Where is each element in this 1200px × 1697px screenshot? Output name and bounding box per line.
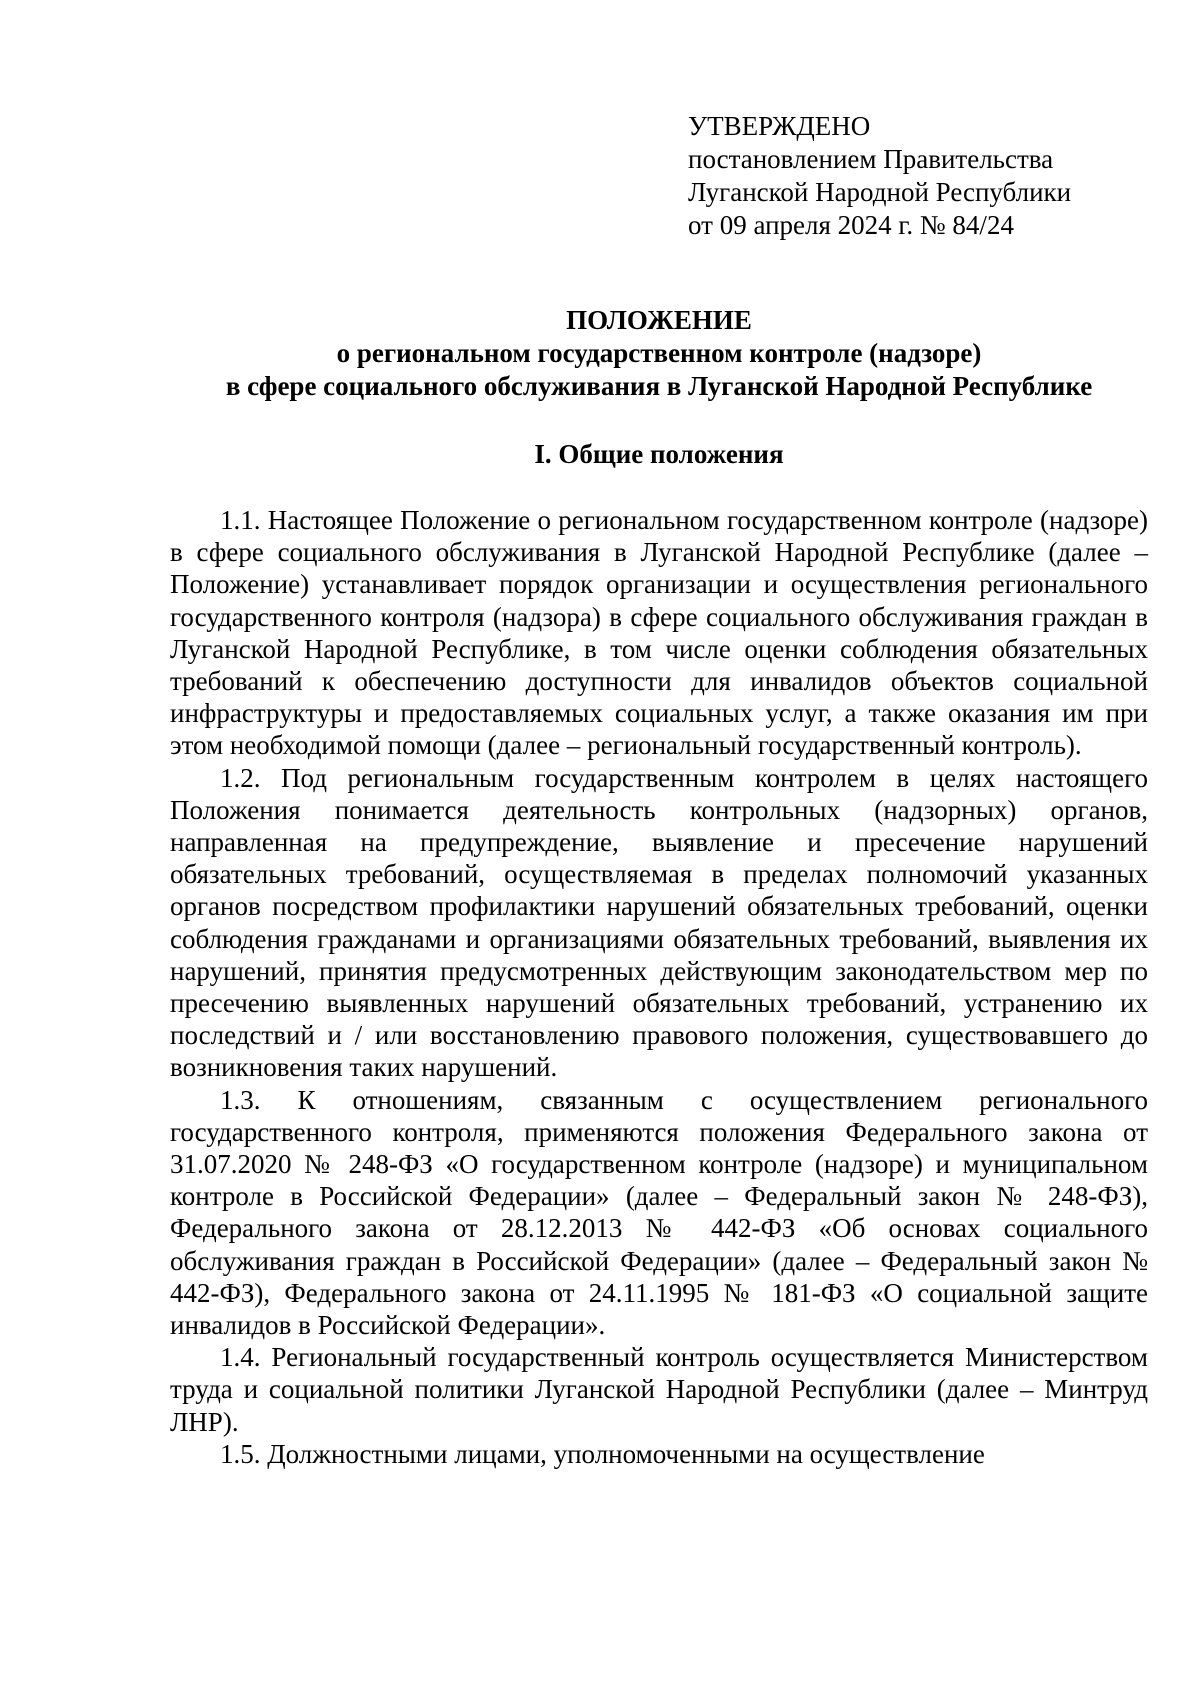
title-line-2: о региональном государственном контроле (надзоре) [336,338,982,368]
approval-line-date: от 09 апреля 2024 г. № 84/24 [688,210,1014,240]
paragraph-1-2: 1.2. Под региональным государственным контролем в целях настоящего Положения понимается деятельность контрольных (надзорных) органов, направленная на предупреждение, выявление и пресечение нарушений обязательных требований, осуществляемая в пределах полномочий указанных органов посредством профилактики нарушений обязательных требований, оценки соблюдения гражданами и организациями обязательных требований, выявления их нарушений, принятия предусмотренных действующим законодательством мер по пресечению выявленных нарушений обязательных требований, устранению их последствий и / или восстановлению правового положения, существовавшего до возникновения таких нарушений. [170,762,1148,1083]
approval-stamp [688,110,1071,242]
approval-line-republic: Луганской Народной Республики [688,177,1072,207]
paragraph-1-1: 1.1. Настоящее Положение о региональном государственном контроле (надзоре) в сфере социального обслуживания в Луганской Народной Республике (далее – Положение) устанавливает порядок организации и осуществления регионального государственного контроля (надзора) в сфере социального обслуживания граждан в Луганской Народной Республике, в том числе оценки соблюдения обязательных требований к обеспечению доступности для инвалидов объектов социальной инфраструктуры и предоставляемых социальных услуг, а также оказания им при этом необходимой помощи (далее – региональный государственный контроль). [170,505,1148,761]
approval-line-resolution: постановлением Правительства [688,144,1054,174]
document-body [170,504,1148,1470]
title-line-3: в сфере социального обслуживания в Луганской Народной Республике [225,371,1093,401]
approval-heading: УТВЕРЖДЕНО [688,111,871,141]
document-title [170,304,1148,403]
title-line-1: ПОЛОЖЕНИЕ [566,305,752,335]
paragraph-1-3: 1.3. К отношениям, связанным с осуществлением регионального государственного контроля, применяются положения Федерального закона от 31.07.2020 № 248-ФЗ «О государственном контроле (надзоре) и муниципальном контроле в Российской Федерации» (далее – Федеральный закон № 248-ФЗ), Федерального закона от 28.12.2013 № 442-ФЗ «Об основах социального обслуживания граждан в Российской Федерации» (далее – Федеральный закон № 442-ФЗ), Федерального закона от 24.11.1995 № 181-ФЗ «О социальной защите инвалидов в Российской Федерации». [170,1084,1148,1341]
section-heading: I. Общие положения [534,439,784,469]
paragraph-1-5: 1.5. Должностными лицами, уполномоченными на осуществление [220,1438,985,1469]
paragraph-1-4: 1.4. Региональный государственный контроль осуществляется Министерством труда и социальной политики Луганской Народной Республики (далее – Минтруд ЛНР). [170,1342,1148,1437]
